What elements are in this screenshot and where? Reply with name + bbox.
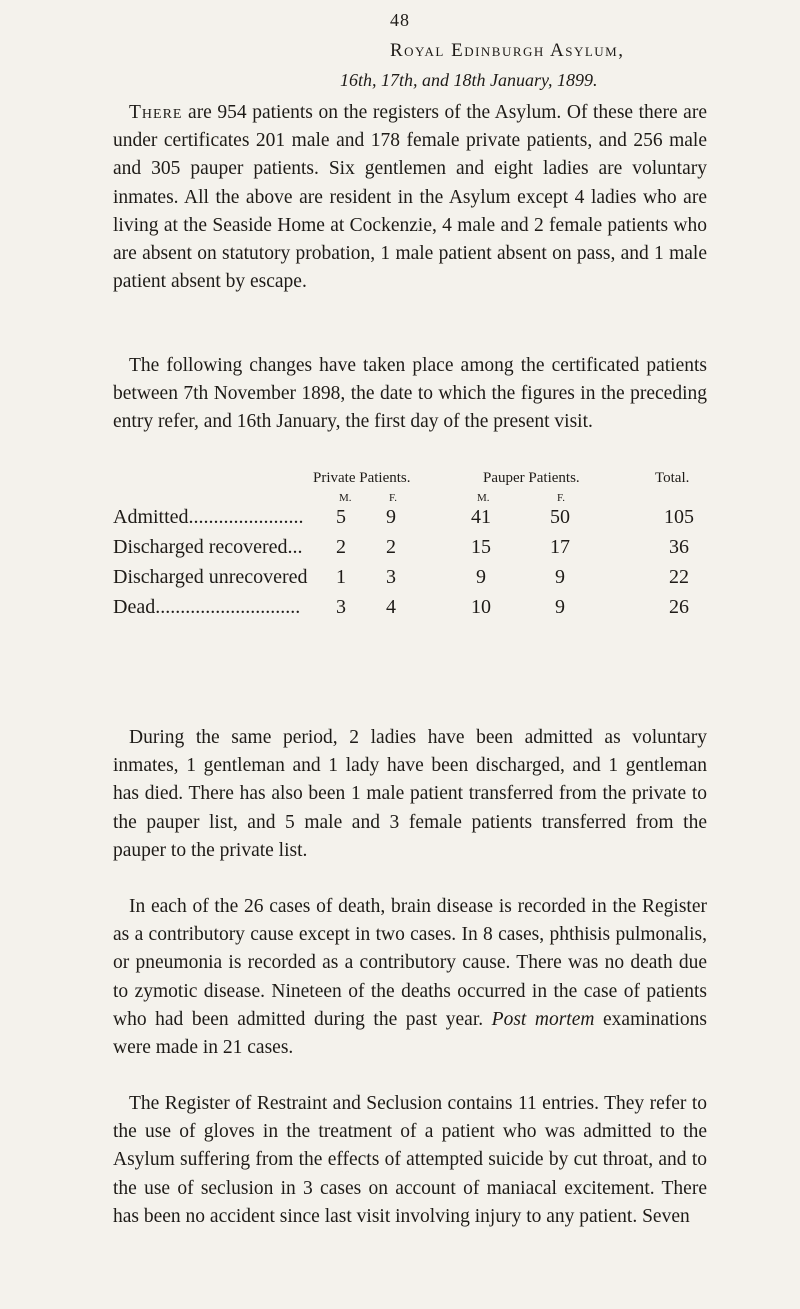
row-label: Admitted.......................: [113, 506, 304, 528]
pauper-female-value: 17: [550, 536, 570, 558]
pauper-male-value: 9: [476, 566, 486, 588]
private-female-value: 2: [386, 536, 396, 558]
pauper-female-value: 50: [550, 506, 570, 528]
header-total: Total.: [655, 470, 690, 486]
private-female-value: 4: [386, 596, 396, 618]
visit-date: 16th, 17th, and 18th January, 1899.: [340, 70, 598, 90]
private-male-value: 1: [336, 566, 346, 588]
private-female-value: 3: [386, 566, 396, 588]
total-value: 22: [669, 566, 689, 588]
paragraph-restraint: The Register of Restraint and Seclusion contains 11 entries. They refer to the use of gloves in the treatment of a patient who was admitted to the Asylum suffering from the effects of attempted suicide by cut throat, and to the use of seclusion in 3 cases on account of maniacal excitement. There has been no accident since last visit involving injury to any patient. Seven: [113, 1093, 707, 1227]
institution-heading: Royal Edinburgh Asylum,: [390, 40, 625, 61]
table-row: [113, 566, 707, 596]
table-row: [113, 596, 707, 626]
row-label: Dead.............................: [113, 596, 301, 618]
paragraph-voluntary-inmates: During the same period, 2 ladies have been admitted as voluntary inmates, 1 gentleman and 1 lady have been discharged, and 1 gentleman has died. There has also been 1 male patient transferred from the private to the pauper list, and 5 male and 3 female patients transferred from the pauper to the private list.: [113, 727, 707, 861]
paragraph-text: In each of the 26 cases of death, brain disease is recorded in the Register as a contributory cause except in two cases. In 8 cases, phthisis pulmonalis, or pneumonia is recorded as a contributory cause. There was no death due to zymotic disease. Nineteen of the deaths occurred in the case of patients who had been admitted during the past year.: [113, 896, 707, 1030]
subheader-private-male: M.: [339, 492, 352, 504]
paragraph-text: are 954 patients on the registers of the Asylum. Of these there are under certificates 201 male and 178 female private patients, and 256 male and 305 pauper patients. Six gentlemen and eight ladies are voluntary inmates. All the above are resident in the Asylum except 4 ladies who are living at the Seaside Home at Cockenzie, 4 male and 2 female patients who are absent on statutory probation, 1 male patient absent on pass, and 1 male patient absent by escape.: [113, 102, 707, 293]
pauper-male-value: 41: [471, 506, 491, 528]
private-male-value: 2: [336, 536, 346, 558]
italic-phrase: Post mortem: [491, 1008, 595, 1030]
row-label: Discharged recovered...: [113, 536, 303, 558]
paragraph-lead-word: There: [129, 102, 183, 123]
subheader-pauper-male: M.: [477, 492, 490, 504]
private-male-value: 3: [336, 596, 346, 618]
pauper-male-value: 10: [471, 596, 491, 618]
header-pauper-patients: Pauper Patients.: [483, 470, 580, 486]
table-row: [113, 506, 707, 536]
subheader-pauper-female: F.: [557, 492, 565, 504]
private-female-value: 9: [386, 506, 396, 528]
paragraph-deaths: [113, 893, 707, 1062]
paragraph-changes-intro: The following changes have taken place among the certificated patients between 7th November 1898, the date to which the figures in the preceding entry refer, and 16th January, the first day of the present visit.: [113, 355, 707, 433]
paragraph-patient-numbers: [113, 99, 707, 296]
header-private-patients: Private Patients.: [313, 470, 411, 486]
subheader-private-female: F.: [389, 492, 397, 504]
pauper-female-value: 9: [555, 566, 565, 588]
private-male-value: 5: [336, 506, 346, 528]
pauper-female-value: 9: [555, 596, 565, 618]
paragraph-text: examinations were made in 21 cases.: [113, 1008, 707, 1059]
total-value: 105: [664, 506, 694, 528]
total-value: 36: [669, 536, 689, 558]
pauper-male-value: 15: [471, 536, 491, 558]
row-label: Discharged unrecovered: [113, 566, 308, 588]
table-row: [113, 536, 707, 566]
total-value: 26: [669, 596, 689, 618]
page-number: 48: [390, 10, 410, 30]
